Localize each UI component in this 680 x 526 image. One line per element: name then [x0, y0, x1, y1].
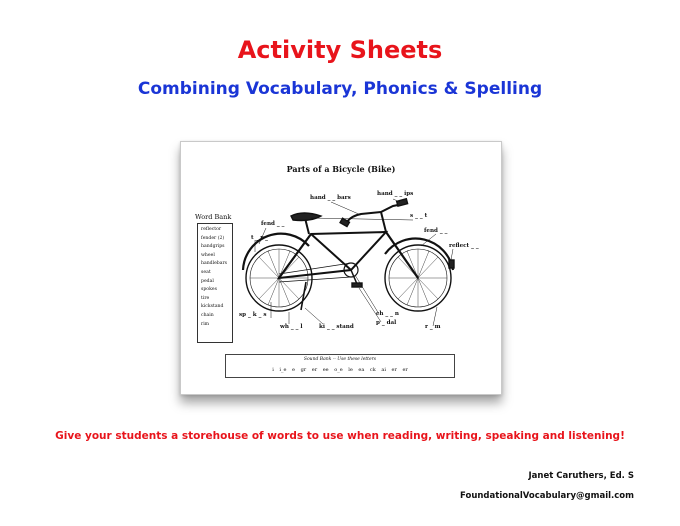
word-bank-item: pedal — [201, 278, 214, 284]
label-reflector: reflect _ _ — [449, 243, 479, 249]
word-bank-item: wheel — [201, 252, 215, 258]
sound-bank-letters: i i_e e gr er ee o_e le ea ck ai er er — [272, 367, 408, 373]
word-bank-item: rim — [201, 321, 210, 327]
word-bank-heading: Word Bank — [195, 213, 232, 221]
page-title: Activity Sheets — [237, 36, 443, 64]
tagline: Give your students a storehouse of words to use when reading, writing, speaking and listening! — [55, 430, 625, 442]
sound-bank-box — [225, 354, 455, 378]
worksheet-title: Parts of a Bicycle (Bike) — [286, 164, 396, 174]
label-kickstand: ki _ _ stand — [319, 324, 354, 330]
label-tire: t _ r _ — [251, 235, 268, 241]
label-handgrips: hand _ _ ips — [377, 191, 414, 197]
label-seat: s _ _ t — [410, 213, 428, 219]
word-bank-item: fender (2) — [201, 235, 225, 241]
worksheet-image — [180, 141, 502, 395]
word-bank-item: spokes — [201, 287, 217, 293]
label-fender-rear: fend _ _ — [261, 221, 285, 227]
sound-bank-title: Sound Bank -- Use these letters — [303, 357, 377, 362]
label-handlebars: hand _ _ bars — [310, 195, 351, 201]
label-fender-front: fend _ _ — [424, 228, 448, 234]
word-bank-item: handlebars — [201, 261, 228, 267]
label-pedal: p _ dal — [376, 320, 397, 326]
word-bank-item: seat — [201, 269, 211, 275]
word-bank-item: tire — [201, 295, 210, 301]
word-bank-item: kickstand — [201, 304, 224, 310]
word-bank-item: reflector — [201, 227, 222, 232]
author-email: FoundationalVocabulary@gmail.com — [460, 491, 634, 501]
label-spokes: sp _ k _ s — [239, 312, 267, 318]
word-bank-item: chain — [201, 312, 214, 318]
label-wheel: wh _ _ l — [280, 324, 303, 330]
label-rim: r _ m — [425, 324, 441, 330]
page-subtitle: Combining Vocabulary, Phonics & Spelling — [137, 79, 543, 99]
label-chain: ch _ _ n — [376, 311, 399, 317]
author-name: Janet Caruthers, Ed. S — [528, 471, 634, 481]
word-bank-item: handgrips — [201, 244, 225, 250]
